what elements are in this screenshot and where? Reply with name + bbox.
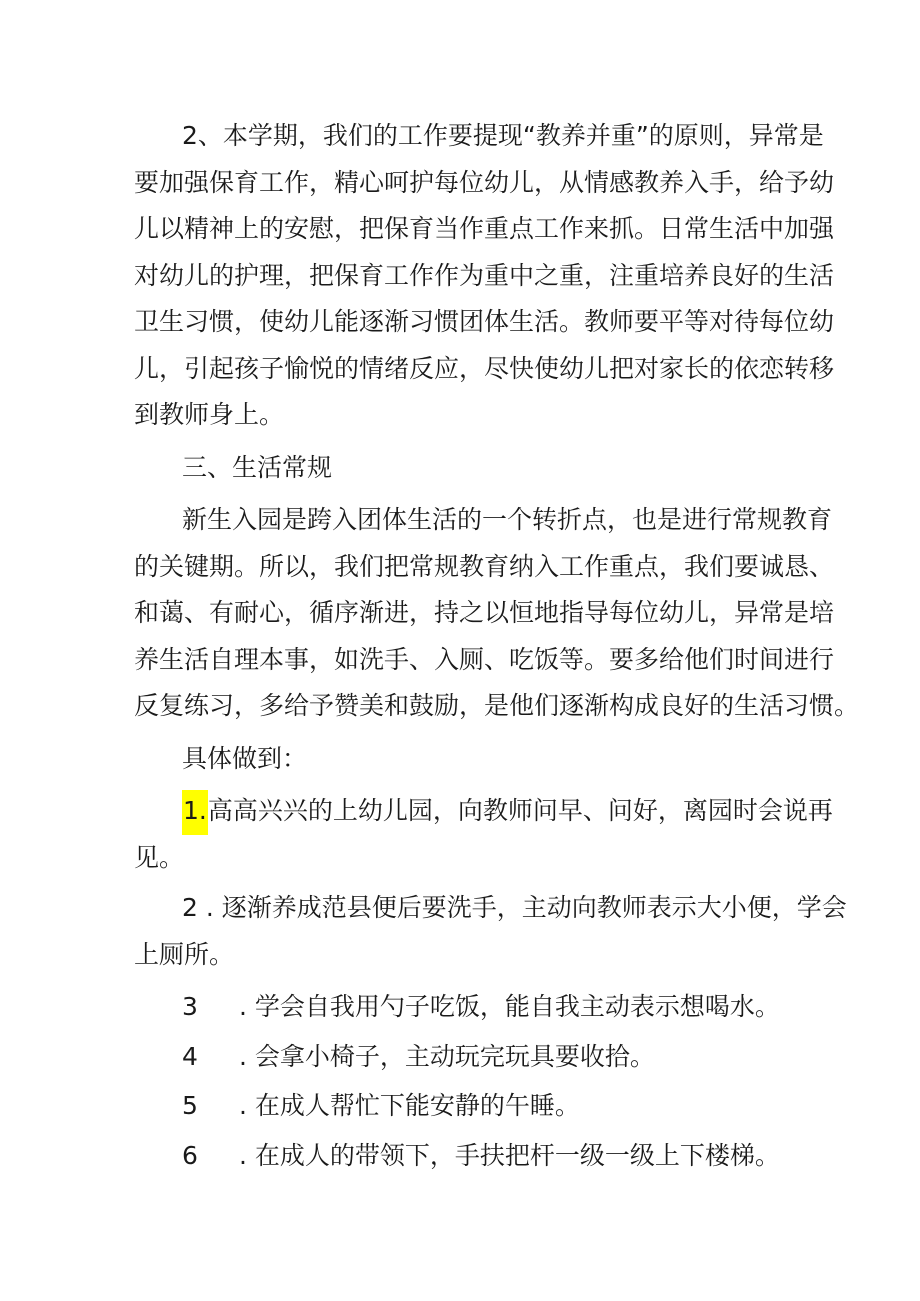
- text-line: 儿，引起孩子愉悦的情绪反应，尽快使幼儿把对家长的依恋转移: [134, 353, 835, 383]
- text-line: [134, 788, 833, 835]
- list-item-1: [134, 788, 833, 881]
- text-line: [134, 1083, 814, 1130]
- text-line: 上厕所。: [134, 939, 235, 969]
- text-line: 和蔼、有耐心，循序渐进，持之以恒地指导每位幼儿，异常是培: [134, 598, 835, 627]
- highlighted-number: 1.: [182, 790, 208, 835]
- list-item-3: [134, 984, 814, 1031]
- section-heading: [134, 445, 814, 492]
- text-line: 2、本学期，我们的工作要提现“教养并重”的原则，异常是: [182, 121, 824, 150]
- item-number: 4: [182, 1041, 198, 1071]
- text-line: 到教师身上。: [134, 400, 285, 429]
- text-line: 2 . 逐渐养成范县便后要洗手，主动向教师表示大小便，学会: [182, 893, 847, 922]
- list-item-4: [134, 1034, 814, 1081]
- list-item-2: [134, 885, 847, 978]
- item-number: 5: [182, 1091, 198, 1120]
- item-number: 6: [182, 1140, 198, 1170]
- heading-text: 三、生活常规: [182, 452, 333, 482]
- text-line: [134, 1133, 814, 1180]
- text-line: 养生活自理本事，如洗手、入厕、吃饭等。要多给他们时间进行: [134, 644, 835, 674]
- intro-text: 具体做到：: [182, 743, 308, 773]
- text-line: 要加强保育工作，精心呵护每位幼儿，从情感教养入手，给予幼: [134, 167, 835, 197]
- item-text: . 在成人帮忙下能安静的午睡。: [239, 1091, 580, 1120]
- item-text: . 会拿小椅子，主动玩完玩具要收拾。: [239, 1041, 655, 1071]
- text-line: 的关键期。所以，我们把常规教育纳入工作重点，我们要诚恳、: [134, 551, 835, 581]
- text-line: 新生入园是跨入团体生活的一个转折点，也是进行常规教育: [182, 505, 833, 534]
- paragraph-care-principle: [134, 113, 835, 439]
- text-line: [134, 1034, 814, 1081]
- text-line: 反复练习，多给予赞美和鼓励，是他们逐渐构成良好的生活习惯。: [134, 691, 860, 720]
- list-item-5: [134, 1083, 814, 1130]
- text-line: 对幼儿的护理，把保育工作作为重中之重，注重培养良好的生活: [134, 260, 835, 290]
- paragraph-routine: [134, 497, 860, 730]
- item-text: 高高兴兴的上幼儿园，向教师问早、问好，离园时会说再: [207, 796, 833, 825]
- text-line: 儿以精神上的安慰，把保育当作重点工作来抓。日常生活中加强: [134, 214, 835, 243]
- text-line: 卫生习惯，使幼儿能逐渐习惯团体生活。教师要平等对待每位幼: [134, 307, 835, 336]
- text-line: [134, 984, 814, 1031]
- document-page: [134, 113, 860, 1185]
- item-text: . 在成人的带领下，手扶把杆一级一级上下楼梯。: [239, 1140, 780, 1170]
- item-number: 3: [182, 992, 198, 1021]
- text-line: 见。: [134, 842, 185, 872]
- intro-line: [134, 736, 814, 783]
- list-item-6: [134, 1133, 814, 1180]
- item-text: . 学会自我用勺子吃饭，能自我主动表示想喝水。: [239, 992, 780, 1021]
